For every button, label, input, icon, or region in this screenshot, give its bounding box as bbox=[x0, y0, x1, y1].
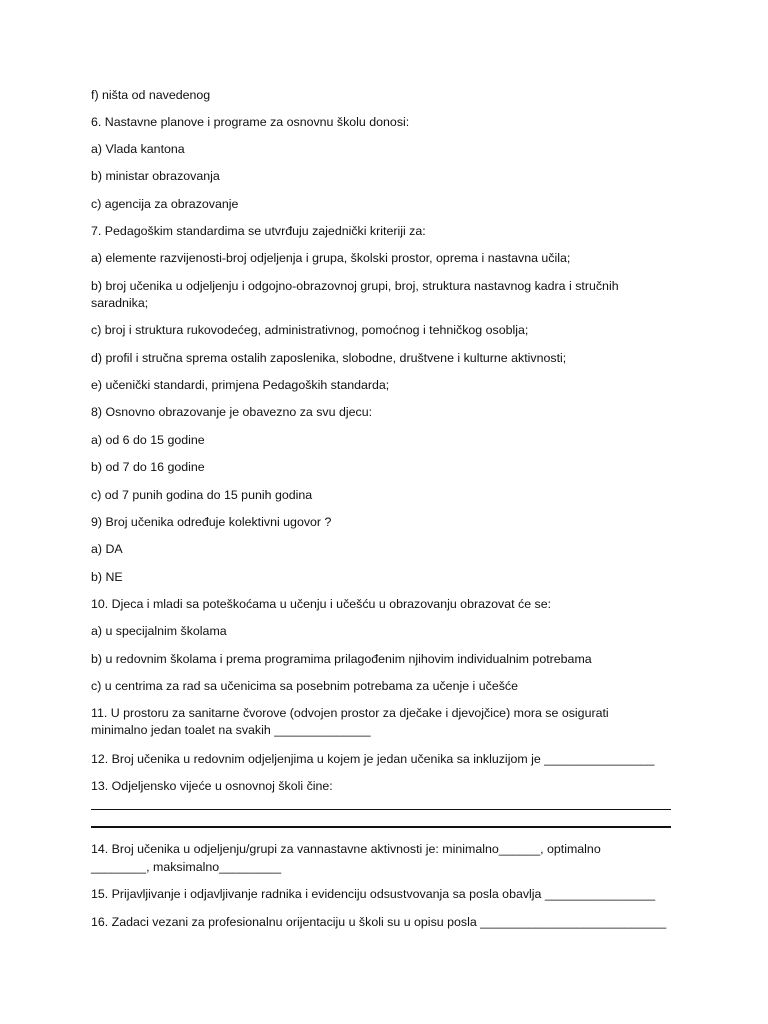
option-c-q8: c) od 7 punih godina do 15 punih godina bbox=[91, 488, 313, 502]
question-8: 8) Osnovno obrazovanje je obavezno za svu djecu: bbox=[91, 405, 373, 419]
answer-line-2 bbox=[91, 826, 671, 828]
option-a-q10: a) u specijalnim školama bbox=[91, 624, 227, 638]
option-f-q5: f) ništa od navedenog bbox=[91, 88, 211, 102]
question-14-line1: 14. Broj učenika u odjeljenju/grupi za vannastavne aktivnosti je: minimalno______, optimalno bbox=[91, 842, 601, 856]
answer-line-1 bbox=[91, 809, 671, 810]
question-7: 7. Pedagoškim standardima se utvrđuju zajednički kriteriji za: bbox=[91, 224, 426, 238]
question-14-line2: ________, maksimalno_________ bbox=[91, 860, 282, 874]
option-b-q7-line2: saradnika; bbox=[91, 296, 149, 310]
question-10: 10. Djeca i mladi sa poteškoćama u učenju i učešću u obrazovanju obrazovat će se: bbox=[91, 597, 552, 611]
option-b-q7-line1: b) broj učenika u odjeljenju i odgojno-obrazovnoj grupi, broj, struktura nastavnog kadra i stručnih bbox=[91, 279, 619, 293]
question-9: 9) Broj učenika određuje kolektivni ugovor ? bbox=[91, 515, 332, 529]
option-e-q7: e) učenički standardi, primjena Pedagoških standarda; bbox=[91, 378, 390, 392]
question-11-line2: minimalno jedan toalet na svakih ______________ bbox=[91, 723, 371, 737]
option-a-q6: a) Vlada kantona bbox=[91, 142, 185, 156]
option-b-q6: b) ministar obrazovanja bbox=[91, 169, 220, 183]
option-c-q7: c) broj i struktura rukovodećeg, administrativnog, pomoćnog i tehničkog osoblja; bbox=[91, 323, 529, 337]
option-b-q8: b) od 7 do 16 godine bbox=[91, 460, 205, 474]
option-c-q10: c) u centrima za rad sa učenicima sa posebnim potrebama za učenje i učešće bbox=[91, 679, 518, 693]
option-c-q6: c) agencija za obrazovanje bbox=[91, 197, 239, 211]
question-16: 16. Zadaci vezani za profesionalnu orijentaciju u školi su u opisu posla ___________________________ bbox=[91, 915, 667, 929]
question-15: 15. Prijavljivanje i odjavljivanje radnika i evidenciju odsustvovanja sa posla obavlja ________________ bbox=[91, 887, 656, 901]
option-b-q10: b) u redovnim školama i prema programima prilagođenim njihovim individualnim potrebama bbox=[91, 652, 592, 666]
question-11-line1: 11. U prostoru za sanitarne čvorove (odvojen prostor za dječake i djevojčice) mora se osigurati bbox=[91, 706, 609, 720]
question-13: 13. Odjeljensko vijeće u osnovnoj školi čine: bbox=[91, 779, 333, 793]
option-a-q8: a) od 6 do 15 godine bbox=[91, 433, 205, 447]
option-a-q7: a) elemente razvijenosti-broj odjeljenja i grupa, školski prostor, oprema i nastavna učila; bbox=[91, 251, 571, 265]
option-d-q7: d) profil i stručna sprema ostalih zaposlenika, slobodne, društvene i kulturne aktivnosti; bbox=[91, 351, 567, 365]
option-b-q9: b) NE bbox=[91, 570, 123, 584]
option-a-q9: a) DA bbox=[91, 542, 123, 556]
question-12: 12. Broj učenika u redovnim odjeljenjima u kojem je jedan učenika sa inkluzijom je ________________ bbox=[91, 752, 655, 766]
question-6: 6. Nastavne planove i programe za osnovnu školu donosi: bbox=[91, 115, 410, 129]
